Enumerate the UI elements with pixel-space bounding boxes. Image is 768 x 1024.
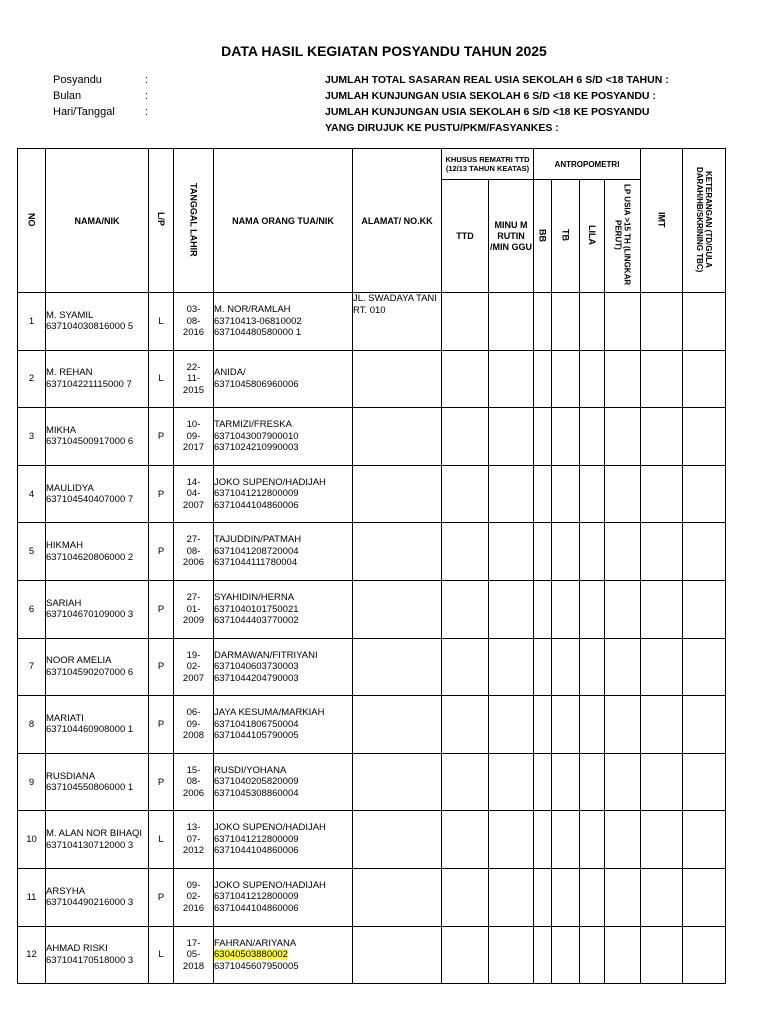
cell-tanggal-lahir: 27- 08- 2006 <box>174 523 214 581</box>
cell-no: 5 <box>18 523 46 581</box>
cell-tanggal-lahir: 03- 08- 2016 <box>174 293 214 351</box>
cell-lila <box>580 811 605 869</box>
cell-ttd <box>442 523 489 581</box>
cell-bb <box>534 523 552 581</box>
cell-minum <box>489 408 534 466</box>
header-alamat: ALAMAT/ NO.KK <box>353 149 442 293</box>
cell-lp: P <box>149 753 174 811</box>
cell-nama-nik <box>46 408 149 466</box>
cell-lila <box>580 868 605 926</box>
cell-imt <box>641 638 683 696</box>
cell-tanggal-lahir: 06- 09- 2008 <box>174 696 214 754</box>
table-row <box>18 868 726 926</box>
cell-ttd <box>442 408 489 466</box>
cell-lp: L <box>149 350 174 408</box>
cell-tanggal-lahir: 10- 09- 2017 <box>174 408 214 466</box>
table-row <box>18 811 726 869</box>
meta-sep: : <box>145 74 149 86</box>
cell-keterangan <box>683 350 726 408</box>
cell-alamat <box>353 580 442 638</box>
cell-nik: 637104670109000 3 <box>46 609 134 621</box>
cell-alamat <box>353 465 442 523</box>
cell-bb <box>534 580 552 638</box>
ortu-line: JOKO SUPENO/HADIJAH <box>214 476 326 488</box>
cell-tb <box>552 811 580 869</box>
cell-imt <box>641 696 683 754</box>
cell-minum <box>489 523 534 581</box>
cell-imt <box>641 293 683 351</box>
meta-label: Bulan <box>53 90 82 102</box>
cell-lila <box>580 926 605 984</box>
cell-imt <box>641 580 683 638</box>
cell-lp: P <box>149 580 174 638</box>
ortu-line: JAYA KESUMA/MARKIAH <box>214 707 325 719</box>
cell-no: 9 <box>18 753 46 811</box>
header-ttd: TTD <box>442 180 489 293</box>
cell-lila <box>580 523 605 581</box>
meta-sep: : <box>145 106 149 118</box>
cell-tb <box>552 638 580 696</box>
meta-left <box>53 72 148 120</box>
ortu-line: 63040503880002 <box>214 949 288 961</box>
cell-bb <box>534 638 552 696</box>
cell-nama-nik <box>46 293 149 351</box>
cell-keterangan <box>683 523 726 581</box>
header-nama: NAMA/NIK <box>46 149 149 293</box>
cell-alamat <box>353 638 442 696</box>
cell-keterangan <box>683 926 726 984</box>
cell-lila <box>580 350 605 408</box>
cell-keterangan <box>683 408 726 466</box>
table-row <box>18 638 726 696</box>
ortu-line: 6371044403770002 <box>214 615 299 627</box>
cell-nik: 637104130712000 3 <box>46 839 134 851</box>
cell-minum <box>489 811 534 869</box>
cell-tb <box>552 868 580 926</box>
cell-nik: 637104500917000 6 <box>46 436 134 448</box>
cell-nama: SARIAH <box>46 597 82 609</box>
meta-total-sasaran: JUMLAH TOTAL SASARAN REAL USIA SEKOLAH 6 S/D <18 TAHUN : <box>325 74 669 86</box>
cell-nama-nik <box>46 350 149 408</box>
cell-lp-usia <box>605 868 641 926</box>
cell-lp-usia <box>605 926 641 984</box>
cell-no: 11 <box>18 868 46 926</box>
cell-lp-usia <box>605 696 641 754</box>
ortu-line: 6371024210990003 <box>214 442 299 454</box>
table-row <box>18 350 726 408</box>
cell-lp: P <box>149 523 174 581</box>
ortu-line: 6371040101750021 <box>214 603 299 615</box>
header-lp: L/P <box>149 149 174 293</box>
cell-bb <box>534 293 552 351</box>
cell-nama-nik <box>46 696 149 754</box>
cell-tb <box>552 580 580 638</box>
table-row <box>18 753 726 811</box>
cell-alamat <box>353 696 442 754</box>
ortu-line: ANIDA/ <box>214 367 246 379</box>
cell-nama-nik <box>46 868 149 926</box>
cell-bb <box>534 753 552 811</box>
ortu-line: M. NOR/RAMLAH <box>214 304 291 316</box>
ortu-line: 63710413-06810002 <box>214 315 302 327</box>
header-no: NO <box>18 149 46 293</box>
ortu-line: 6371044104860006 <box>214 845 299 857</box>
cell-nama-orang-tua <box>214 350 353 408</box>
ortu-line: 6371044204790003 <box>214 672 299 684</box>
cell-bb <box>534 350 552 408</box>
cell-lp: P <box>149 868 174 926</box>
cell-ttd <box>442 868 489 926</box>
header-nama-orang-tua: NAMA ORANG TUA/NIK <box>214 149 353 293</box>
cell-alamat <box>353 408 442 466</box>
cell-tb <box>552 293 580 351</box>
meta-label: Hari/Tanggal <box>53 106 115 118</box>
cell-nama-orang-tua <box>214 523 353 581</box>
page-title: DATA HASIL KEGIATAN POSYANDU TAHUN 2025 <box>221 43 547 59</box>
cell-nik: 637104490216000 3 <box>46 897 134 909</box>
ortu-line: 6371041212800009 <box>214 833 299 845</box>
cell-no: 3 <box>18 408 46 466</box>
cell-nik: 637104550806000 1 <box>46 782 134 794</box>
cell-lp-usia <box>605 753 641 811</box>
table-body <box>18 293 726 984</box>
cell-no: 12 <box>18 926 46 984</box>
table-row <box>18 465 726 523</box>
ortu-line: 6371044105790005 <box>214 730 299 742</box>
cell-no: 1 <box>18 293 46 351</box>
cell-bb <box>534 408 552 466</box>
cell-imt <box>641 523 683 581</box>
cell-imt <box>641 408 683 466</box>
cell-keterangan <box>683 753 726 811</box>
cell-nama: RUSDIANA <box>46 770 96 782</box>
cell-nama-nik <box>46 753 149 811</box>
cell-ttd <box>442 811 489 869</box>
ortu-line: 6371044104860006 <box>214 499 299 511</box>
cell-nik: 637104460908000 1 <box>46 724 134 736</box>
cell-alamat <box>353 523 442 581</box>
cell-bb <box>534 926 552 984</box>
ortu-line: TAJUDDIN/PATMAH <box>214 534 302 546</box>
cell-lp: P <box>149 638 174 696</box>
cell-imt <box>641 811 683 869</box>
cell-minum <box>489 465 534 523</box>
cell-lila <box>580 753 605 811</box>
table-row <box>18 523 726 581</box>
ortu-line: 637104480580000 1 <box>214 327 302 339</box>
header-tanggal-lahir: TANGGAL LAHIR <box>174 149 214 293</box>
cell-nama-orang-tua <box>214 696 353 754</box>
posyandu-table <box>17 148 726 984</box>
cell-ttd <box>442 580 489 638</box>
cell-nama: M. REHAN <box>46 367 93 379</box>
header-keterangan: KETERANGAN (TD/GULA DARAH/HB/SKRINING TBC) <box>683 149 726 293</box>
cell-imt <box>641 753 683 811</box>
cell-imt <box>641 350 683 408</box>
cell-no: 2 <box>18 350 46 408</box>
cell-nik: 637104540407000 7 <box>46 494 134 506</box>
cell-minum <box>489 293 534 351</box>
cell-nik: 637104620806000 2 <box>46 551 134 563</box>
cell-nik: 637104221115000 7 <box>46 378 132 390</box>
cell-nama-orang-tua <box>214 638 353 696</box>
cell-bb <box>534 696 552 754</box>
cell-nama: NOOR AMELIA <box>46 655 112 667</box>
cell-tb <box>552 696 580 754</box>
cell-tb <box>552 523 580 581</box>
cell-tanggal-lahir: 22- 11- 2015 <box>174 350 214 408</box>
cell-ttd <box>442 293 489 351</box>
cell-minum <box>489 868 534 926</box>
cell-nama-orang-tua <box>214 465 353 523</box>
header-minum-rutin: MINU M RUTIN /MIN GGU <box>489 180 534 293</box>
cell-keterangan <box>683 580 726 638</box>
cell-alamat: JL. SWADAYA TANI RT. 010 <box>353 293 442 351</box>
cell-bb <box>534 868 552 926</box>
ortu-line: 6371041806750004 <box>214 718 299 730</box>
meta-label: Posyandu <box>53 74 102 86</box>
cell-nama-nik <box>46 580 149 638</box>
cell-lila <box>580 696 605 754</box>
cell-tanggal-lahir: 13- 07- 2012 <box>174 811 214 869</box>
header-antropometri: ANTROPOMETRI <box>534 149 641 180</box>
cell-minum <box>489 696 534 754</box>
cell-imt <box>641 926 683 984</box>
cell-nama: MIKHA <box>46 424 77 436</box>
ortu-line: 6371041212800009 <box>214 488 299 500</box>
ortu-line: 6371041208720004 <box>214 545 299 557</box>
cell-lp-usia <box>605 523 641 581</box>
cell-nik: 637104170518000 3 <box>46 954 134 966</box>
meta-kunjungan-dirujuk-1: JUMLAH KUNJUNGAN USIA SEKOLAH 6 S/D <18 KE POSYANDU <box>325 106 650 118</box>
cell-keterangan <box>683 293 726 351</box>
meta-sep: : <box>145 90 149 102</box>
table-row <box>18 696 726 754</box>
header-khusus-rematri: KHUSUS REMATRI TTD (12/13 TAHUN KEATAS) <box>442 149 534 180</box>
cell-tanggal-lahir: 14- 04- 2007 <box>174 465 214 523</box>
header-tb: TB <box>552 180 580 293</box>
cell-imt <box>641 868 683 926</box>
cell-ttd <box>442 753 489 811</box>
cell-ttd <box>442 638 489 696</box>
meta-bulan <box>53 88 148 104</box>
meta-right <box>325 72 669 136</box>
ortu-line: RUSDI/YOHANA <box>214 764 287 776</box>
ortu-line: JOKO SUPENO/HADIJAH <box>214 879 326 891</box>
cell-nama-nik <box>46 638 149 696</box>
cell-tb <box>552 926 580 984</box>
ortu-line: 6371045806960006 <box>214 378 299 390</box>
cell-ttd <box>442 926 489 984</box>
cell-no: 8 <box>18 696 46 754</box>
cell-tanggal-lahir: 17- 05- 2018 <box>174 926 214 984</box>
cell-tb <box>552 408 580 466</box>
cell-minum <box>489 926 534 984</box>
cell-nama-orang-tua <box>214 926 353 984</box>
cell-nama: AHMAD RISKI <box>46 943 108 955</box>
cell-tanggal-lahir: 15- 08- 2006 <box>174 753 214 811</box>
ortu-line: DARMAWAN/FITRIYANI <box>214 649 318 661</box>
cell-lila <box>580 465 605 523</box>
ortu-line: SYAHIDIN/HERNA <box>214 592 295 604</box>
cell-alamat <box>353 753 442 811</box>
cell-lp: L <box>149 926 174 984</box>
cell-nama-orang-tua <box>214 868 353 926</box>
cell-imt <box>641 465 683 523</box>
cell-lila <box>580 408 605 466</box>
header-bb: BB <box>534 180 552 293</box>
table-row <box>18 580 726 638</box>
cell-keterangan <box>683 811 726 869</box>
header-lila: LILA <box>580 180 605 293</box>
cell-lp: P <box>149 408 174 466</box>
meta-jumlah-kunjungan: JUMLAH KUNJUNGAN USIA SEKOLAH 6 S/D <18 KE POSYANDU : <box>325 90 656 102</box>
cell-lila <box>580 293 605 351</box>
meta-posyandu <box>53 72 148 88</box>
cell-lp: P <box>149 696 174 754</box>
header-lp-usia: LP USIA >15 TH (LINGKAR PERUT) <box>605 180 641 293</box>
cell-nama-nik <box>46 465 149 523</box>
cell-nik: 637104030816000 5 <box>46 321 134 333</box>
cell-keterangan <box>683 696 726 754</box>
cell-keterangan <box>683 465 726 523</box>
cell-nik: 637104590207000 6 <box>46 666 134 678</box>
cell-nama-orang-tua <box>214 293 353 351</box>
cell-minum <box>489 350 534 408</box>
header-imt: IMT <box>641 149 683 293</box>
ortu-line: 6371044111780004 <box>214 557 298 569</box>
cell-minum <box>489 580 534 638</box>
cell-keterangan <box>683 868 726 926</box>
cell-nama-nik <box>46 926 149 984</box>
cell-tb <box>552 753 580 811</box>
cell-no: 10 <box>18 811 46 869</box>
ortu-line: 6371041212800009 <box>214 891 299 903</box>
cell-lp-usia <box>605 811 641 869</box>
cell-nama-orang-tua <box>214 811 353 869</box>
cell-no: 6 <box>18 580 46 638</box>
table-row <box>18 408 726 466</box>
cell-keterangan <box>683 638 726 696</box>
cell-ttd <box>442 696 489 754</box>
cell-minum <box>489 753 534 811</box>
cell-lp-usia <box>605 638 641 696</box>
cell-lp-usia <box>605 408 641 466</box>
cell-bb <box>534 465 552 523</box>
cell-lp-usia <box>605 580 641 638</box>
cell-lp-usia <box>605 293 641 351</box>
cell-nama: HIKMAH <box>46 540 83 552</box>
cell-alamat <box>353 350 442 408</box>
cell-nama-orang-tua <box>214 580 353 638</box>
cell-tb <box>552 350 580 408</box>
cell-lila <box>580 580 605 638</box>
cell-nama-orang-tua <box>214 408 353 466</box>
meta-hari-tanggal <box>53 104 148 120</box>
cell-no: 7 <box>18 638 46 696</box>
ortu-line: FAHRAN/ARIYANA <box>214 937 297 949</box>
cell-minum <box>489 638 534 696</box>
cell-nama: MAULIDYA <box>46 482 94 494</box>
cell-lp-usia <box>605 465 641 523</box>
table-row <box>18 293 726 351</box>
ortu-line: JOKO SUPENO/HADIJAH <box>214 822 326 834</box>
meta-kunjungan-dirujuk-2: YANG DIRUJUK KE PUSTU/PKM/FASYANKES : <box>325 122 559 134</box>
ortu-line: TARMIZI/FRESKA <box>214 419 292 431</box>
cell-lp: L <box>149 811 174 869</box>
cell-nama: ARSYHA <box>46 885 86 897</box>
ortu-line: 6371045308860004 <box>214 787 299 799</box>
cell-bb <box>534 811 552 869</box>
cell-nama-nik <box>46 523 149 581</box>
cell-lila <box>580 638 605 696</box>
ortu-line: 6371043007900010 <box>214 430 299 442</box>
cell-alamat <box>353 926 442 984</box>
cell-nama-nik <box>46 811 149 869</box>
cell-alamat <box>353 811 442 869</box>
cell-lp: L <box>149 293 174 351</box>
cell-ttd <box>442 350 489 408</box>
ortu-line: 6371044104860006 <box>214 902 299 914</box>
cell-tb <box>552 465 580 523</box>
cell-tanggal-lahir: 27- 01- 2009 <box>174 580 214 638</box>
cell-nama-orang-tua <box>214 753 353 811</box>
cell-nama: MARIATI <box>46 712 84 724</box>
cell-tanggal-lahir: 09- 02- 2016 <box>174 868 214 926</box>
cell-ttd <box>442 465 489 523</box>
ortu-line: 6371040603730003 <box>214 661 299 673</box>
cell-alamat <box>353 868 442 926</box>
cell-lp-usia <box>605 350 641 408</box>
cell-tanggal-lahir: 19- 02- 2007 <box>174 638 214 696</box>
cell-no: 4 <box>18 465 46 523</box>
ortu-line: 6371045607950005 <box>214 960 299 972</box>
cell-nama: M. SYAMIL <box>46 309 94 321</box>
cell-lp: P <box>149 465 174 523</box>
table-row <box>18 926 726 984</box>
cell-nama: M. ALAN NOR BIHAQI <box>46 828 143 840</box>
ortu-line: 6371040205820009 <box>214 776 299 788</box>
